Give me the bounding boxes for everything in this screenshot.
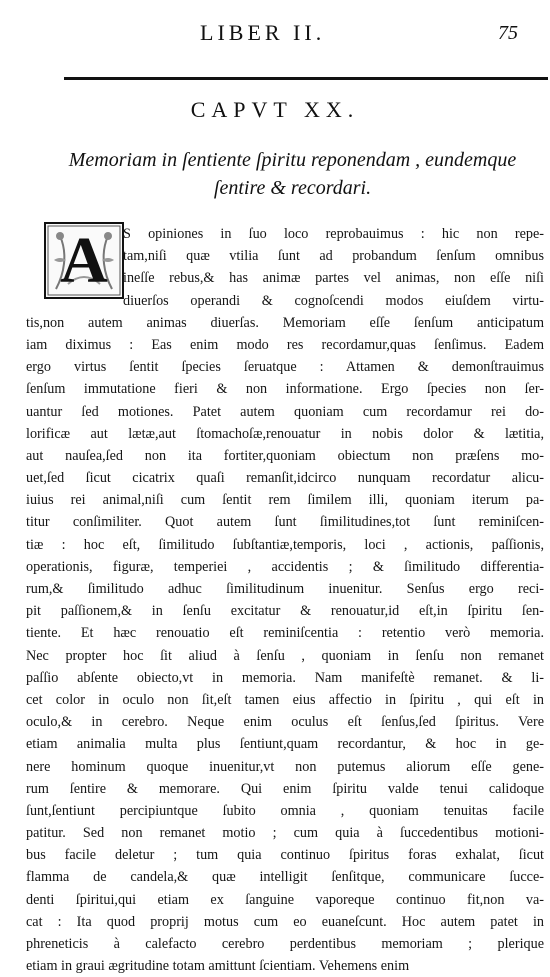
text-line: bus facile deletur ; tum quia continuo ſpiritus foras exhalat, ſicut: [26, 847, 544, 864]
header-rule: [64, 77, 548, 80]
text-line: S opiniones in ſuo loco reprobauimus : hic non repe-: [123, 226, 544, 242]
text-line: uantur ſed motiones. Patet autem quoniam cum recordamur rei do-: [26, 403, 544, 420]
text-line: ſenſum immutatione fieri & non informatione. Ergo ſpecies non ſer-: [26, 381, 544, 398]
chapter-heading: CAPVT XX.: [190, 97, 360, 122]
text-line: uet,ſed ſicut cicatrix quaſi remanſit,idcirco nunquam recordatur alicu-: [26, 470, 544, 487]
text-line: iam diximus : Eas enim modo res recordamur,quas ſenſimus. Eadem: [26, 336, 544, 353]
text-line: pit paſſionem,& in ſenſu excitatur & renouatur,id eſt,in ſpiritu ſen-: [26, 603, 544, 620]
text-line: cet color in oculo non ſit,eſt tamen eius affectio in ſpiritu , qui eſt in: [26, 691, 544, 708]
text-line: paſſio abſente obiecto,vt in memoria. Nam manifeſtè remanet. & li-: [26, 669, 544, 686]
text-line: tiæ : hoc eſt, ſimilitudo ſubſtantiæ,temporis, loci , actionis, paſſionis,: [26, 536, 544, 553]
initial-letter: A: [60, 224, 108, 297]
chapter-subtitle: [40, 146, 545, 202]
running-head: [0, 14, 550, 44]
text-line: cat : Ita quod proprij motus cum eo euaneſcunt. Hoc autem patet in: [26, 913, 544, 930]
text-line: ineſſe rebus,& has animæ partes vel animas, non eſſe niſi: [123, 270, 544, 287]
text-line: tis,non autem animas diuerſas. Memoriam eſſe ſenſum anticipatum: [26, 314, 544, 331]
text-line: phreneticis à calefacto cerebro perdentibus memoriam ; plerique: [26, 936, 544, 952]
text-line: diuerſos operandi & cognoſcendi modos eiuſdem virtu-: [123, 292, 544, 309]
text-line: iuius rei animal,niſi cum ſentit rem ſimilem illi, quoniam iterum pa-: [26, 492, 544, 509]
text-line: denti ſpiritui,qui etiam ex ſanguine vaporeque continuo fit,non va-: [26, 891, 544, 908]
text-line: titur conſimiliter. Quot autem ſunt ſimilitudines,tot ſunt reminiſcen-: [26, 514, 544, 531]
text-line: ergo virtus ſentit ſpecies ſeruatque : Attamen & demonſtrauimus: [26, 359, 544, 376]
text-line: ſunt,ſentiunt percipiuntque ſubito omnia , quoniam tenuitas facile: [26, 802, 544, 819]
text-line: Nec propter hoc ſit aliud à ſenſu , quoniam in ſenſu non remanet: [26, 647, 544, 664]
running-title: LIBER II.: [200, 20, 326, 45]
text-line: etiam animalia multa plus ſentiunt,quam recordantur, & hoc in ge-: [26, 736, 544, 753]
text-line: etiam in graui ægritudine totam amittunt ſcientiam. Vehemens enim: [26, 958, 410, 975]
text-line: rum,& ſimilitudo adhuc ſimilitudinum inuenitur. Senſus ergo reci-: [26, 581, 544, 597]
text-line: oculo,& in cerebro. Neque enim oculus eſt ſenſus,ſed ſpiritus. Vere: [26, 714, 544, 731]
text-line: operationis, figuræ, temperiei , accidentis ; & ſimilitudo differentia-: [26, 558, 544, 575]
text-line: nere hominum quoque inuenitur,vt non putemus aliorum eſſe gene-: [26, 758, 544, 775]
body-text: [26, 223, 544, 977]
page-number: 75: [498, 22, 518, 44]
text-line: aut nauſea,ſed non ita fortiter,quoniam obiectum non præſens mo-: [26, 447, 544, 464]
text-line: lorificæ aut lætæ,aut ſtomachoſæ,renouatur in nobis dolor & lætitia,: [26, 425, 544, 442]
text-line: patitur. Sed non remanet motio ; cum quia à ſuccedentibus motioni-: [26, 825, 544, 842]
text-line: tiente. Et hæc renouatio eſt reminiſcentia : retentio verò memoria.: [26, 625, 544, 642]
text-line: tam,niſi quæ vtilia ſunt ad probandum ſenſum omnibus: [123, 248, 544, 265]
text-line: rum ſentire & memorare. Qui enim ſpiritu valde tenui calidoque: [26, 780, 544, 797]
text-line: flamma de candela,& quæ intelligit ſenſitque, communicare ſucce-: [26, 869, 544, 886]
subtitle-line: Memoriam in ſentiente ſpiritu reponendam , eundemque: [68, 149, 517, 171]
subtitle-line: ſentire & recordari.: [213, 177, 372, 199]
